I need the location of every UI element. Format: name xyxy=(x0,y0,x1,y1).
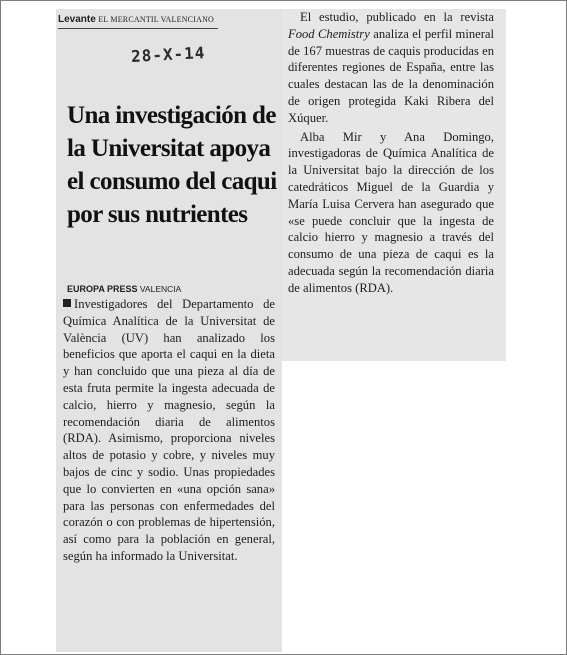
paragraph-2-end: analiza el perfil mineral de 167 muestras de caquis producidas en diferentes regiones de España, entre las cuales destacan las de la denominación de origen protegida Kaki Ribera del Xúquer. xyxy=(288,26,494,125)
journal-name: Food Chemistry xyxy=(288,26,370,41)
article-body-right xyxy=(288,9,494,297)
article-paragraph-3: Alba Mir y Ana Domingo, investigadoras de Química Analítica de la Universitat bajo la dirección de los catedráticos Miguel de la Guardia y María Luisa Cervera han asegurado que «se puede concluir que la ingesta de calcio hierro y magnesio a través del consumo de una pieza de caqui es la adecuada según la recomendación diaria de alimentos (RDA). xyxy=(288,129,494,295)
article-paragraph-2 xyxy=(288,9,494,127)
article-headline: Una investigación de la Universitat apoya el consumo del caqui por sus nutrientes xyxy=(67,102,277,228)
article-body-left xyxy=(63,296,275,565)
newspaper-masthead xyxy=(58,14,218,29)
article-paragraph-1: Investigadores del Departamento de Química Analítica de la Universitat de València (UV) han analizado los beneficios que aporta el caqui en la dieta y han concluido que una pieza al día de esta fruta permite la ingesta adecuada de calcio, hierro y magnesio, según la recomendación diaria de alimentos (RDA). Asimismo, proporciona niveles altos de potasio y cobre, y niveles muy bajos de cinc y sodio. Unas propiedades que lo convierten en «una opción sana» para las personas con enfermedades del corazón o con problemas de hipertensión, así como para la población en general, según ha informado la Universitat. xyxy=(63,297,275,563)
byline-agency: EUROPA PRESS xyxy=(67,284,138,294)
handwritten-date: 28-X-14 xyxy=(130,43,206,66)
masthead-brand: Levante xyxy=(58,14,96,25)
byline-location: VALENCIA xyxy=(139,284,182,294)
paragraph-bullet-icon xyxy=(63,299,71,307)
masthead-paper-name: EL MERCANTIL VALENCIANO xyxy=(98,15,215,24)
article-byline xyxy=(67,284,181,294)
paragraph-2-start: El estudio, publicado en la revista xyxy=(300,10,494,24)
